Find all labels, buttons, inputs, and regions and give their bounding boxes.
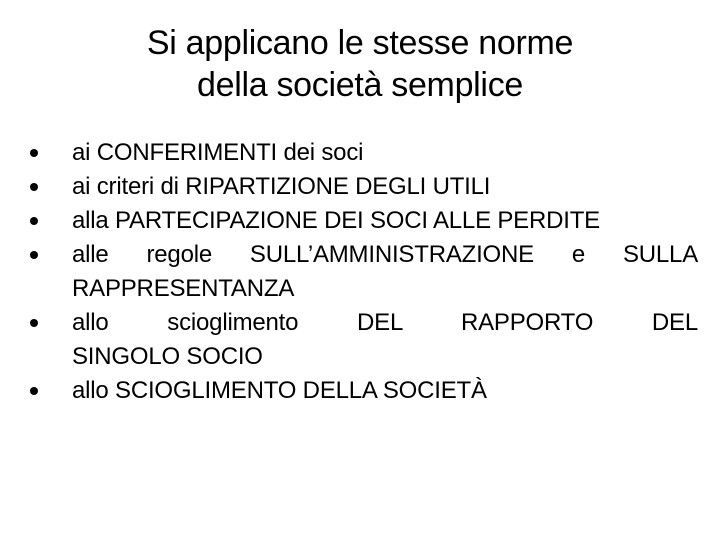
bullet-text-line-1: alle regole SULL’AMMINISTRAZIONE e SULLA xyxy=(72,241,698,268)
bullet-text: ai CONFERIMENTI dei soci xyxy=(72,139,364,166)
bullet-text: alla PARTECIPAZIONE DEI SOCI ALLE PERDITE xyxy=(72,207,600,234)
bullet-item-partecipazione-perdite xyxy=(30,204,698,238)
bullet-list xyxy=(30,136,698,408)
bullet-dot-icon xyxy=(30,387,38,395)
bullet-item-scioglimento-rapporto xyxy=(30,306,698,374)
bullet-dot-icon xyxy=(30,149,38,157)
title-line-1: Si applicano le stesse norme xyxy=(146,24,574,62)
bullet-text-line-2: SINGOLO SOCIO xyxy=(72,343,263,370)
title-line-2: della società semplice xyxy=(196,66,523,104)
bullet-item-amministrazione-rappresentanza xyxy=(30,238,698,306)
bullet-item-ripartizione-utili xyxy=(30,170,698,204)
bullet-text-line-2: RAPPRESENTANZA xyxy=(72,275,295,302)
bullet-text-line-1: allo scioglimento DEL RAPPORTO DEL xyxy=(72,309,698,336)
bullet-text: ai criteri di RIPARTIZIONE DEGLI UTILI xyxy=(72,173,491,200)
bullet-dot-icon xyxy=(30,319,38,327)
bullet-dot-icon xyxy=(30,183,38,191)
bullet-text: allo SCIOGLIMENTO DELLA SOCIETÀ xyxy=(72,377,487,404)
bullet-item-conferimenti xyxy=(30,136,698,170)
bullet-dot-icon xyxy=(30,251,38,259)
bullet-item-scioglimento-societa xyxy=(30,374,698,408)
bullet-dot-icon xyxy=(30,217,38,225)
slide-title xyxy=(0,22,720,106)
